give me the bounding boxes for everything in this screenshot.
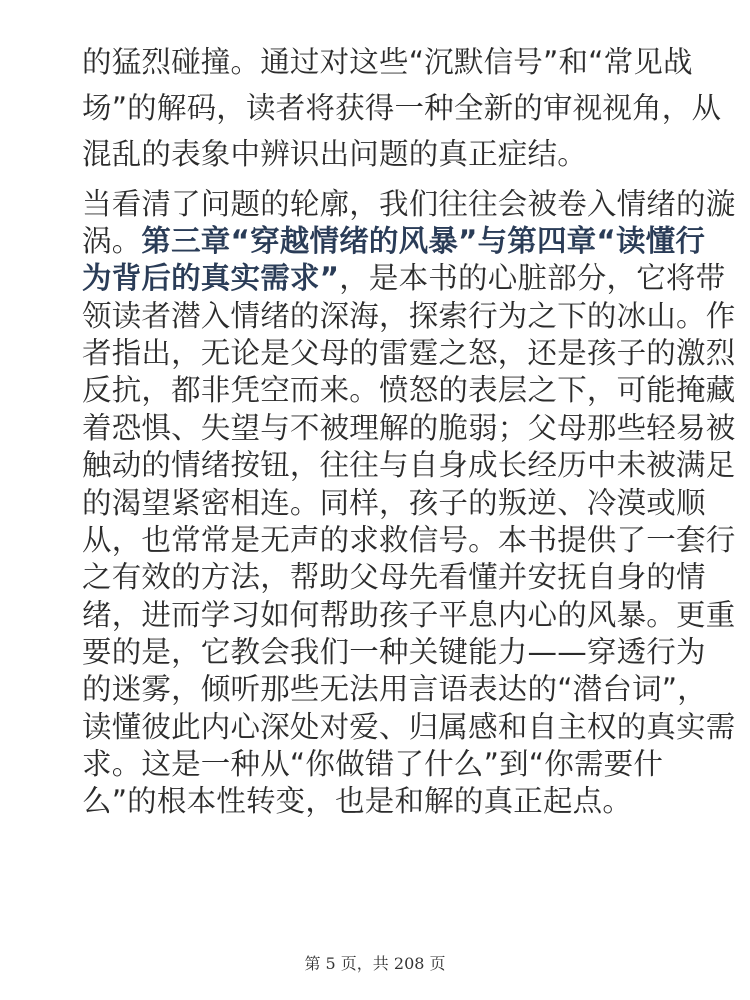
paragraph-1-line-2: 场”的解码，读者将获得一种全新的审视视角，从: [82, 91, 722, 125]
chapter-highlight: 第三章“穿越情绪的风暴”与第四章“读懂行: [141, 224, 706, 258]
paragraph-2-line-15: 读懂彼此内心深处对爱、归属感和自主权的真实需: [82, 710, 736, 744]
paragraph-2-line-5: 者指出，无论是父母的雷霆之怒，还是孩子的激烈: [82, 336, 736, 370]
paragraph-2-line-8: 触动的情绪按钮，往往与自身成长经历中未被满足: [82, 448, 736, 482]
chapter-highlight: 为背后的真实需求”: [82, 261, 340, 295]
paragraph-2-text: 涡。: [82, 224, 142, 258]
paragraph-2-line-14: 的迷雾，倾听那些无法用言语表达的“潜台词”，: [82, 672, 707, 706]
paragraph-2-line-7: 着恐惧、失望与不被理解的脆弱；父母那些轻易被: [82, 411, 736, 445]
page-number: 第 5 页，共 208 页: [304, 954, 446, 973]
paragraph-1-line-1: 的猛烈碰撞。通过对这些“沉默信号”和“常见战: [82, 45, 693, 79]
paragraph-2-line-11: 之有效的方法，帮助父母先看懂并安抚自身的情: [82, 560, 706, 594]
paragraph-2-line-17: 么”的根本性转变，也是和解的真正起点。: [82, 784, 633, 818]
paragraph-2-line-12: 绪，进而学习如何帮助孩子平息内心的风暴。更重: [82, 598, 736, 632]
paragraph-2-line-1: 当看清了问题的轮廓，我们往往会被卷入情绪的漩: [82, 187, 736, 221]
paragraph-2-text: ，是本书的心脏部分，它将带: [339, 261, 726, 295]
paragraph-2-line-16: 求。这是一种从“你做错了什么”到“你需要什: [82, 747, 664, 781]
paragraph-2-line-2: [82, 221, 705, 261]
paragraph-1-line-3: 混乱的表象中辨识出问题的真正症结。: [82, 137, 587, 171]
paragraph-2-line-3: [82, 258, 725, 298]
paragraph-2-line-10: 从，也常常是无声的求救信号。本书提供了一套行: [82, 523, 736, 557]
paragraph-2-line-6: 反抗，都非凭空而来。愤怒的表层之下，可能掩藏: [82, 373, 736, 407]
paragraph-2-line-9: 的渴望紧密相连。同样，孩子的叛逆、冷漠或顺: [82, 486, 706, 520]
paragraph-2-line-4: 领读者潜入情绪的深海，探索行为之下的冰山。作: [82, 299, 736, 333]
paragraph-2-line-13: 要的是，它教会我们一种关键能力——穿透行为: [82, 635, 706, 669]
